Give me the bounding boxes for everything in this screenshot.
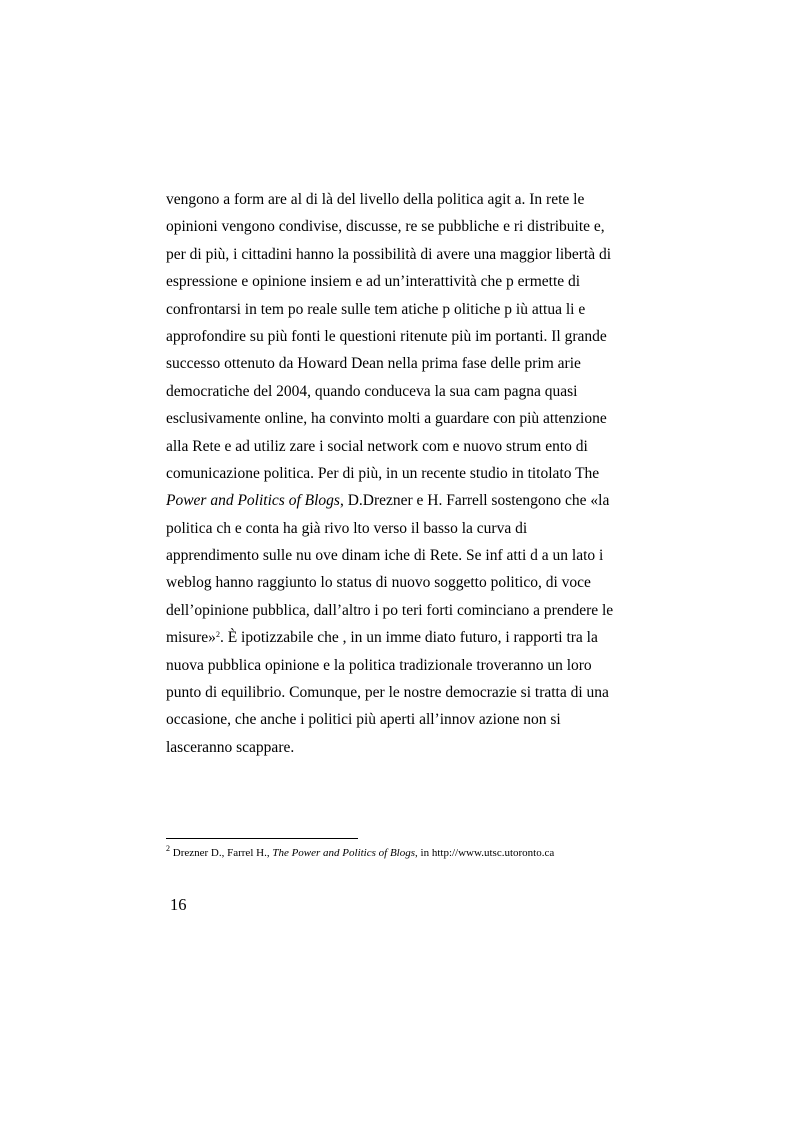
footnote-title: The Power and Politics of Blogs — [272, 847, 416, 859]
body-paragraph — [166, 186, 636, 761]
footnote-separator — [166, 838, 358, 839]
body-line-start: misure» — [166, 629, 216, 647]
body-line: punto di equilibrio. Comunque, per le nostre democrazie si tratta di una — [166, 684, 609, 702]
body-line: dell’opinione pubblica, dall’altro i po teri forti cominciano a prendere le — [166, 601, 614, 619]
book-title: Power and Politics of Blogs — [166, 492, 340, 510]
body-line: alla Rete e ad utiliz zare i social network com e nuovo strum ento di — [166, 437, 588, 455]
body-line: weblog hanno raggiunto lo status di nuovo soggetto politico, di voce — [166, 574, 591, 592]
body-line-with-title — [166, 487, 636, 514]
body-line: nuova pubblica opinione e la politica tradizionale troveranno un loro — [166, 656, 592, 674]
body-line-rest: . È ipotizzabile che , in un imme diato futuro, i rapporti tra la — [219, 629, 598, 647]
body-line: espressione e opinione insiem e ad un’interattività che p ermette di — [166, 273, 581, 291]
body-line: democratiche del 2004, quando conduceva la sua cam pagna quasi — [166, 382, 578, 400]
footnote-reference[interactable]: 2 — [215, 630, 220, 640]
body-line: approfondire su più fonti le questioni ritenute più im portanti. Il grande — [166, 327, 607, 345]
page-number: 16 — [170, 895, 187, 914]
body-line: politica ch e conta ha già rivo lto verso il basso la curva di — [166, 519, 528, 537]
body-line: apprendimento sulle nu ove dinam iche di Rete. Se inf atti d a un lato i — [166, 547, 604, 565]
body-line: vengono a form are al di là del livello della politica agit a. In rete le — [166, 191, 585, 208]
footnote — [166, 846, 636, 860]
body-line: esclusivamente online, ha convinto molti a guardare con più attenzione — [166, 410, 607, 428]
footnote-source: , in http://www.utsc.utoronto.ca — [415, 847, 555, 859]
footnote-authors: Drezner D., Farrel H., — [170, 847, 273, 859]
body-line: lasceranno scappare. — [166, 738, 295, 756]
body-line: successo ottenuto da Howard Dean nella prima fase delle prim arie — [166, 355, 581, 373]
body-line: confrontarsi in tem po reale sulle tem atiche p olitiche p iù attua li e — [166, 300, 586, 318]
body-line: occasione, che anche i politici più aperti all’innov azione non si — [166, 711, 561, 729]
footnote-number: 2 — [166, 844, 170, 854]
body-line-rest: , D.Drezner e H. Farrell sostengono che «la — [339, 492, 610, 510]
body-line: per di più, i cittadini hanno la possibilità di avere una maggior libertà di — [166, 245, 612, 263]
body-line: opinioni vengono condivise, discusse, re se pubbliche e ri distribuite e, — [166, 218, 605, 236]
body-line: comunicazione politica. Per di più, in un recente studio in titolato The — [166, 464, 600, 482]
body-line-with-footnote-ref — [166, 624, 636, 651]
